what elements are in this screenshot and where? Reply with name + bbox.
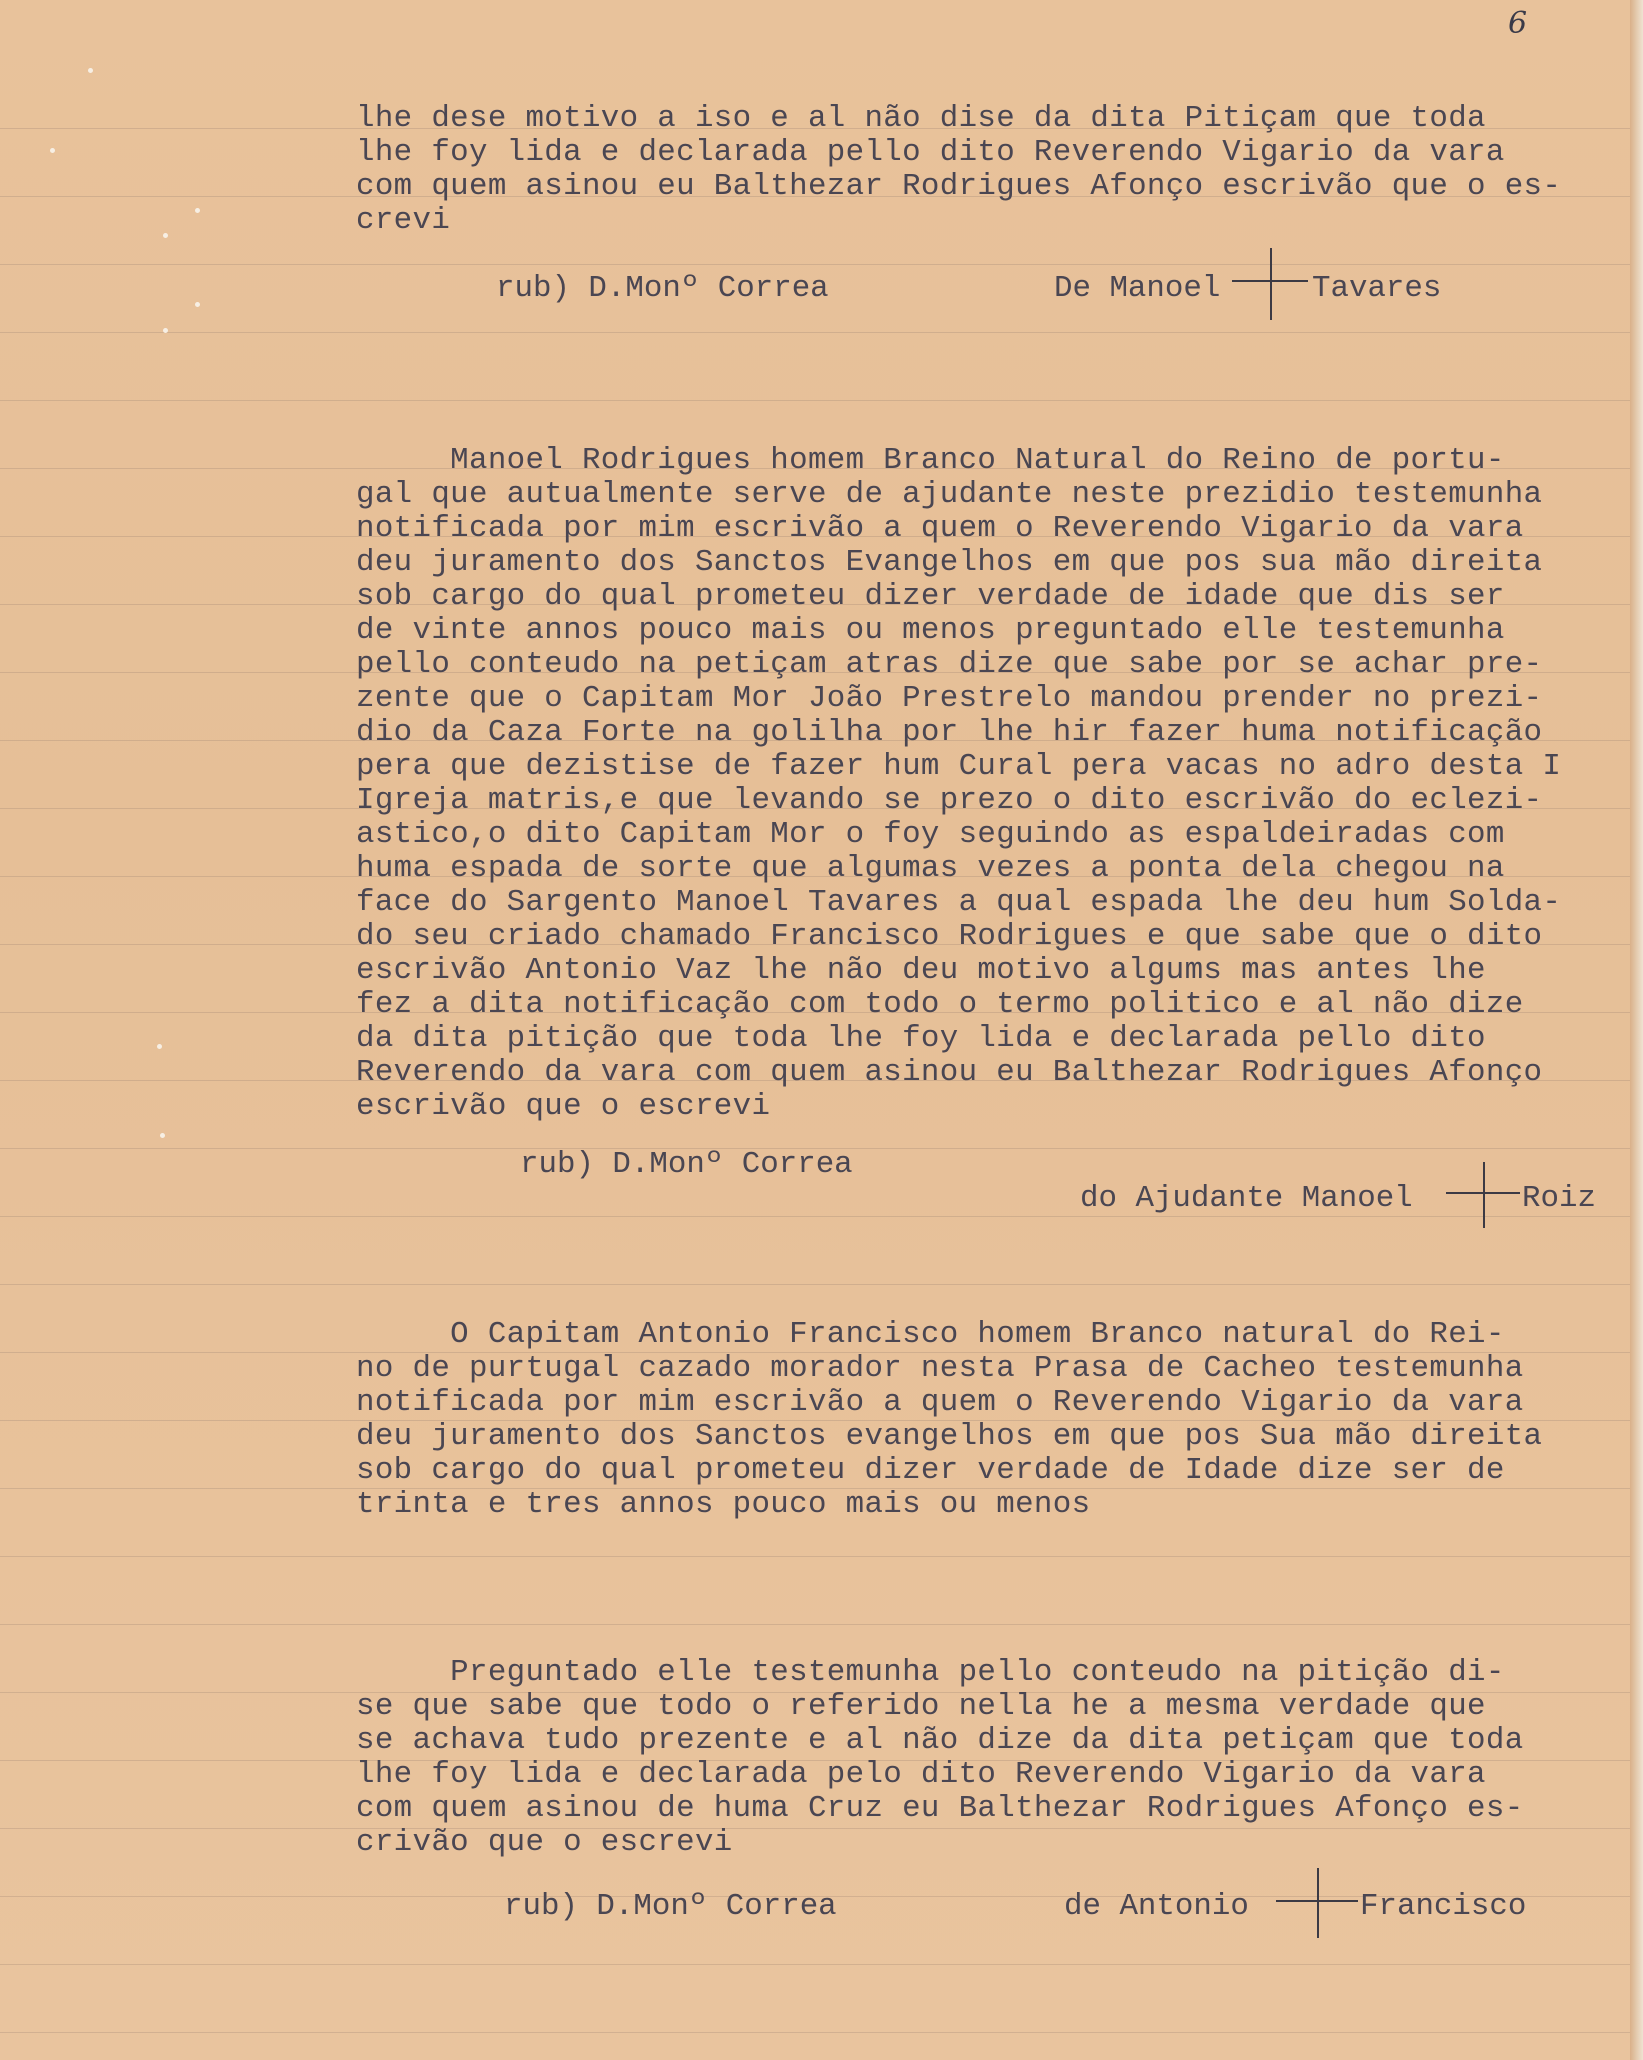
text-line: trinta e tres annos pouco mais ou menos — [356, 1487, 1091, 1522]
page-number: 6 — [1508, 6, 1528, 41]
ruled-line — [0, 2032, 1630, 2033]
text-line: escrivão que o escrevi — [356, 1089, 771, 1124]
text-line: Manoel Rodrigues homem Branco Natural do Reino de portu- — [356, 443, 1505, 478]
punch-mark — [50, 148, 55, 153]
text-line: da dita pitição que toda lhe foy lida e declarada pello dito — [356, 1021, 1486, 1056]
rubric-signature: rub) D.Monº Correa — [496, 271, 829, 306]
witness-name-first: do Ajudante Manoel — [1080, 1181, 1413, 1216]
text-line: notificada por mim escrivão a quem o Reverendo Vigario da vara — [356, 511, 1524, 546]
punch-mark — [163, 233, 168, 238]
text-line: pera que dezistise de fazer hum Cural pera vacas no adro desta I — [356, 749, 1562, 784]
ruled-line — [0, 1828, 1630, 1829]
text-line: no de purtugal cazado morador nesta Prasa de Cacheo testemunha — [356, 1351, 1524, 1386]
punch-mark — [157, 1044, 162, 1049]
text-line: crivão que o escrevi — [356, 1825, 733, 1860]
cross-mark-icon — [1276, 1868, 1358, 1938]
ruled-line — [0, 1216, 1630, 1217]
text-line: lhe dese motivo a iso e al não dise da dita Pitiçam que toda — [356, 101, 1486, 136]
ruled-line — [0, 1284, 1630, 1285]
ruled-line — [0, 1556, 1630, 1557]
text-line: Igreja matris,e que levando se prezo o dito escrivão do eclezi- — [356, 783, 1543, 818]
text-line: deu juramento dos Sanctos Evangelhos em que pos sua mão direita — [356, 545, 1543, 580]
cross-mark-icon — [1446, 1162, 1520, 1228]
text-line: lhe foy lida e declarada pelo dito Reverendo Vigario da vara — [356, 1757, 1486, 1792]
text-line: Preguntado elle testemunha pello conteudo na pitição di- — [356, 1655, 1505, 1690]
rubric-signature: rub) D.Monº Correa — [504, 1889, 837, 1924]
punch-mark — [195, 302, 200, 307]
text-line: dio da Caza Forte na golilha por lhe hir fazer huma notificação — [356, 715, 1543, 750]
text-line: pello conteudo na petiçam atras dize que sabe por se achar pre- — [356, 647, 1543, 682]
text-line: de vinte annos pouco mais ou menos preguntado elle testemunha — [356, 613, 1505, 648]
text-line: crevi — [356, 203, 451, 238]
text-line: se achava tudo prezente e al não dize da dita petiçam que toda — [356, 1723, 1524, 1758]
ruled-line — [0, 1624, 1630, 1625]
text-line: huma espada de sorte que algumas vezes a ponta dela chegou na — [356, 851, 1505, 886]
cross-mark-icon — [1232, 248, 1308, 320]
witness-name-last: Francisco — [1360, 1889, 1527, 1924]
punch-mark — [195, 208, 200, 213]
text-line: O Capitam Antonio Francisco homem Branco natural do Rei- — [356, 1317, 1505, 1352]
text-line: sob cargo do qual prometeu dizer verdade de idade que dis ser — [356, 579, 1505, 614]
punch-mark — [88, 68, 93, 73]
rubric-signature: rub) D.Monº Correa — [520, 1147, 853, 1182]
ruled-line — [0, 400, 1630, 401]
text-line: sob cargo do qual prometeu dizer verdade de Idade dize ser de — [356, 1453, 1505, 1488]
text-line: deu juramento dos Sanctos evangelhos em que pos Sua mão direita — [356, 1419, 1543, 1454]
punch-mark — [160, 1133, 165, 1138]
punch-mark — [163, 328, 168, 333]
text-line: face do Sargento Manoel Tavares a qual espada lhe deu hum Solda- — [356, 885, 1562, 920]
text-line: com quem asinou eu Balthezar Rodrigues Afonço escrivão que o es- — [356, 169, 1562, 204]
text-line: escrivão Antonio Vaz lhe não deu motivo algums mas antes lhe — [356, 953, 1486, 988]
witness-name-last: Roiz — [1522, 1181, 1596, 1216]
ruled-line — [0, 1964, 1630, 1965]
text-line: gal que autualmente serve de ajudante neste prezidio testemunha — [356, 477, 1543, 512]
witness-name-last: Tavares — [1312, 271, 1442, 306]
text-line: zente que o Capitam Mor João Prestrelo mandou prender no prezi- — [356, 681, 1543, 716]
page-edge — [1630, 0, 1643, 2060]
text-line: com quem asinou de huma Cruz eu Balthezar Rodrigues Afonço es- — [356, 1791, 1524, 1826]
text-line: astico,o dito Capitam Mor o foy seguindo as espaldeiradas com — [356, 817, 1505, 852]
text-line: do seu criado chamado Francisco Rodrigues e que sabe que o dito — [356, 919, 1543, 954]
text-line: Reverendo da vara com quem asinou eu Balthezar Rodrigues Afonço — [356, 1055, 1543, 1090]
text-line: fez a dita notificação com todo o termo politico e al não dize — [356, 987, 1524, 1022]
text-line: lhe foy lida e declarada pello dito Reverendo Vigario da vara — [356, 135, 1505, 170]
ruled-line — [0, 264, 1630, 265]
text-line: notificada por mim escrivão a quem o Reverendo Vigario da vara — [356, 1385, 1524, 1420]
ruled-line — [0, 332, 1630, 333]
witness-name-first: de Antonio — [1064, 1889, 1249, 1924]
text-line: se que sabe que todo o referido nella he a mesma verdade que — [356, 1689, 1486, 1724]
witness-name-first: De Manoel — [1054, 271, 1221, 306]
